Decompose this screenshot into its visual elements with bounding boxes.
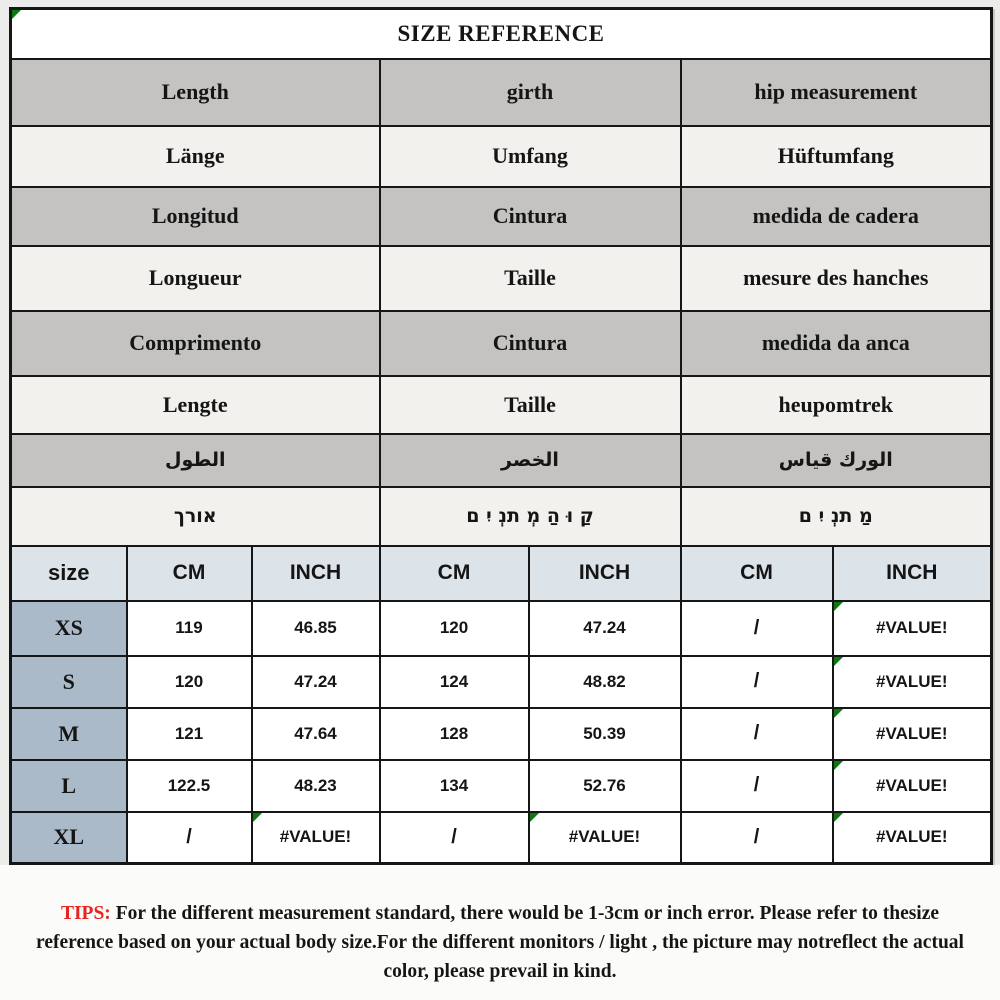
lang-cell-hip-es: medida de cadera <box>681 187 992 246</box>
page-title-text: SIZE REFERENCE <box>397 20 605 46</box>
lang-cell-hip-en: hip measurement <box>681 59 992 126</box>
table-row <box>11 708 992 760</box>
error-indicator-icon <box>834 709 843 718</box>
size-header-cm-3: CM <box>681 546 833 601</box>
size-header-cm-1: CM <box>127 546 252 601</box>
error-value-text: #VALUE! <box>279 827 352 847</box>
lang-cell-girth-pt: Cintura <box>380 311 681 376</box>
size-value-cell <box>833 812 992 864</box>
error-value-text: #VALUE! <box>876 775 948 795</box>
tips-text: For the different measurement standard, there would be 1-3cm or inch error. Please refer to thesize reference based on your actual body size.For the different monitors / light , the picture may notreflect the actual color, please prevail in kind. <box>36 903 964 982</box>
size-row-label-s: S <box>11 656 127 708</box>
lang-cell-length-he: אורך <box>11 487 380 546</box>
size-value-cell: 47.64 <box>252 708 380 760</box>
lang-cell-length-fr: Longueur <box>11 246 380 311</box>
lang-cell-length-ar: الطول <box>11 434 380 487</box>
size-value-cell: / <box>681 601 833 656</box>
size-value-cell: / <box>681 656 833 708</box>
size-value-cell <box>833 708 992 760</box>
size-row-label-xl: XL <box>11 812 127 864</box>
size-value-cell: 124 <box>380 656 529 708</box>
error-value-text: #VALUE! <box>876 618 948 637</box>
tips-note <box>0 865 1000 986</box>
size-value-cell <box>252 812 380 864</box>
size-value-cell: 47.24 <box>252 656 380 708</box>
size-header-size: size <box>11 546 127 601</box>
table-row <box>11 760 992 812</box>
size-header-inch-2: INCH <box>529 546 681 601</box>
error-indicator-icon <box>834 761 843 770</box>
size-header-inch-1: INCH <box>252 546 380 601</box>
size-row-label-xs: XS <box>11 601 127 656</box>
lang-cell-hip-de: Hüftumfang <box>681 126 992 187</box>
lang-cell-length-de: Länge <box>11 126 380 187</box>
lang-cell-hip-pt: medida da anca <box>681 311 992 376</box>
lang-cell-girth-de: Umfang <box>380 126 681 187</box>
size-value-cell: 120 <box>380 601 529 656</box>
size-value-cell <box>833 601 992 656</box>
size-value-cell: 46.85 <box>252 601 380 656</box>
size-value-cell: / <box>681 760 833 812</box>
lang-cell-girth-en: girth <box>380 59 681 126</box>
size-value-cell: / <box>681 708 833 760</box>
size-value-cell <box>529 812 681 864</box>
size-value-cell: / <box>681 812 833 864</box>
size-value-cell: / <box>380 812 529 864</box>
lang-cell-girth-nl: Taille <box>380 376 681 434</box>
lang-cell-girth-fr: Taille <box>380 246 681 311</box>
page-title <box>11 9 992 59</box>
lang-cell-hip-fr: mesure des hanches <box>681 246 992 311</box>
lang-cell-length-nl: Lengte <box>11 376 380 434</box>
size-row-label-m: M <box>11 708 127 760</box>
lang-cell-girth-he: קַ וּ הַ מְ תנְ יִ ם <box>380 487 681 546</box>
error-value-text: #VALUE! <box>876 671 948 691</box>
size-reference-table <box>9 7 993 865</box>
lang-cell-girth-ar: الخصر <box>380 434 681 487</box>
error-indicator-icon <box>530 813 539 822</box>
size-header-inch-3: INCH <box>833 546 992 601</box>
lang-cell-length-pt: Comprimento <box>11 311 380 376</box>
lang-cell-length-en: Length <box>11 59 380 126</box>
error-indicator-icon <box>253 813 262 822</box>
error-value-text: #VALUE! <box>876 723 948 743</box>
size-value-cell <box>833 656 992 708</box>
size-value-cell: 52.76 <box>529 760 681 812</box>
size-value-cell: 134 <box>380 760 529 812</box>
size-header-cm-2: CM <box>380 546 529 601</box>
error-indicator-icon <box>834 602 843 611</box>
error-value-text: #VALUE! <box>568 827 641 847</box>
error-indicator-icon <box>12 10 21 19</box>
tips-label: TIPS: <box>60 903 111 924</box>
size-value-cell: 122.5 <box>127 760 252 812</box>
size-value-cell: 121 <box>127 708 252 760</box>
size-value-cell: 50.39 <box>529 708 681 760</box>
size-value-cell <box>833 760 992 812</box>
size-value-cell: 128 <box>380 708 529 760</box>
lang-cell-girth-es: Cintura <box>380 187 681 246</box>
table-row <box>11 601 992 656</box>
lang-cell-hip-he: מַ תנְ יִ ם <box>681 487 992 546</box>
error-value-text: #VALUE! <box>876 827 948 847</box>
table-row <box>11 812 992 864</box>
size-value-cell: 120 <box>127 656 252 708</box>
lang-cell-length-es: Longitud <box>11 187 380 246</box>
size-value-cell: 48.23 <box>252 760 380 812</box>
size-value-cell: 47.24 <box>529 601 681 656</box>
lang-cell-hip-ar: الورك قياس <box>681 434 992 487</box>
size-value-cell: 48.82 <box>529 656 681 708</box>
size-row-label-l: L <box>11 760 127 812</box>
size-value-cell: 119 <box>127 601 252 656</box>
lang-cell-hip-nl: heupomtrek <box>681 376 992 434</box>
size-value-cell: / <box>127 812 252 864</box>
error-indicator-icon <box>834 657 843 666</box>
error-indicator-icon <box>834 813 843 822</box>
table-row <box>11 656 992 708</box>
